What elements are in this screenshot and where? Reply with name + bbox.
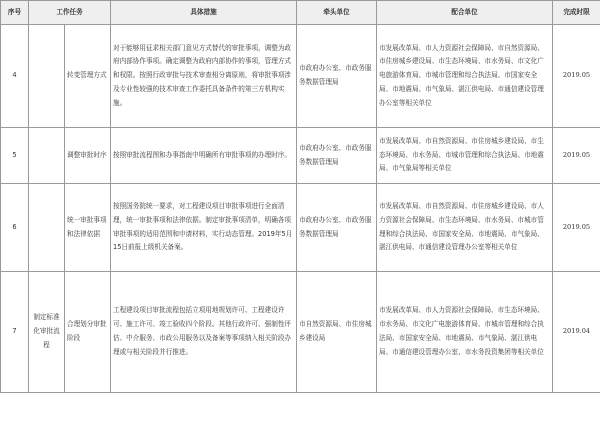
table-row	[1, 184, 600, 272]
row-measures: 按照国务院统一要求，对工程建设项目审批事项进行全面清理，统一审批事项和法律依据。制定审批事项清单，明确各项审批事项的适用范围和申请材料，实行动态管理。2019年5月15日前报上级机关备案。	[111, 184, 297, 272]
row-task: 合理划分审批阶段	[65, 272, 111, 393]
row-task-group	[29, 184, 65, 272]
row-measures: 按照审批流程图和办事指南中明确所有审批事项的办理时序。	[111, 128, 297, 184]
header-coop: 配合单位	[377, 1, 553, 25]
row-lead: 市政府办公室、市政务服务数据管理局	[297, 184, 377, 272]
row-lead: 市自然资源局、市住房城乡建设局	[297, 272, 377, 393]
header-task: 工作任务	[29, 1, 111, 25]
row-num: 5	[1, 128, 29, 184]
row-measures: 对于能够用征求相关部门意见方式替代的审批事项，调整为政府内部协作事项。确定调整为政府内部协作的事项，管理方式和权限。按照行政审批与技术审查相分离原则，将审批事项涉及专业性较强的技术审查工作委托具备条件的第三方机构实施。	[111, 25, 297, 128]
row-lead: 市政府办公室、市政务服务数据管理局	[297, 128, 377, 184]
table-row	[1, 25, 600, 128]
row-num: 7	[1, 272, 29, 393]
row-task-group	[29, 128, 65, 184]
row-lead: 市政府办公室、市政务服务数据管理局	[297, 25, 377, 128]
row-coop: 市发展改革局、市自然资源局、市住房城乡建设局、市人力资源社会保障局、市生态环境局、市水务局、市城市管理和综合执法局、市国家安全局、市地震局、市气象局、湛江供电局、市通信建设管理办公室等相关单位	[377, 184, 553, 272]
row-task: 统一审批事项和法律依据	[65, 184, 111, 272]
row-measures: 工程建设项目审批流程包括立项用地规划许可、工程建设许可、施工许可、竣工验收四个阶段。其他行政许可、强制性评估、中介服务、市政公用服务以及备案等事项纳入相关阶段办理或与相关阶段并行推进。	[111, 272, 297, 393]
row-coop: 市发展改革局、市人力资源社会保障局、市自然资源局、市住房城乡建设局、市生态环境局、市水务局、市文化广电旅游体育局、市城市管理和综合执法局、市国家安全局、市地震局、市气象局、湛江供电局、市通信建设管理办公室等相关单位	[377, 25, 553, 128]
table-row	[1, 128, 600, 184]
row-deadline: 2019.05	[553, 25, 600, 128]
row-deadline: 2019.05	[553, 184, 600, 272]
row-coop: 市发展改革局、市人力资源社会保障局、市生态环境局、市水务局、市文化广电旅游体育局、市城市管理和综合执法局、市国家安全局、市地震局、市气象局、湛江供电局、市通信建设管理办公室、市水务投资集团等相关单位	[377, 272, 553, 393]
row-task: 调整审批时序	[65, 128, 111, 184]
row-coop: 市发展改革局、市自然资源局、市住房城乡建设局、市生态环境局、市水务局、市城市管理和综合执法局、市地震局、市气象局等相关单位	[377, 128, 553, 184]
row-task-group	[29, 25, 65, 128]
header-lead: 牵头单位	[297, 1, 377, 25]
table-row	[1, 272, 600, 393]
table-header-row	[1, 1, 600, 25]
header-num: 序号	[1, 1, 29, 25]
row-deadline: 2019.04	[553, 272, 600, 393]
row-num: 6	[1, 184, 29, 272]
row-deadline: 2019.05	[553, 128, 600, 184]
row-num: 4	[1, 25, 29, 128]
header-measures: 具体措施	[111, 1, 297, 25]
row-task-group: 制定标准化审批流程	[29, 272, 65, 393]
row-task: 转变管理方式	[65, 25, 111, 128]
header-deadline: 完成时限	[553, 1, 600, 25]
